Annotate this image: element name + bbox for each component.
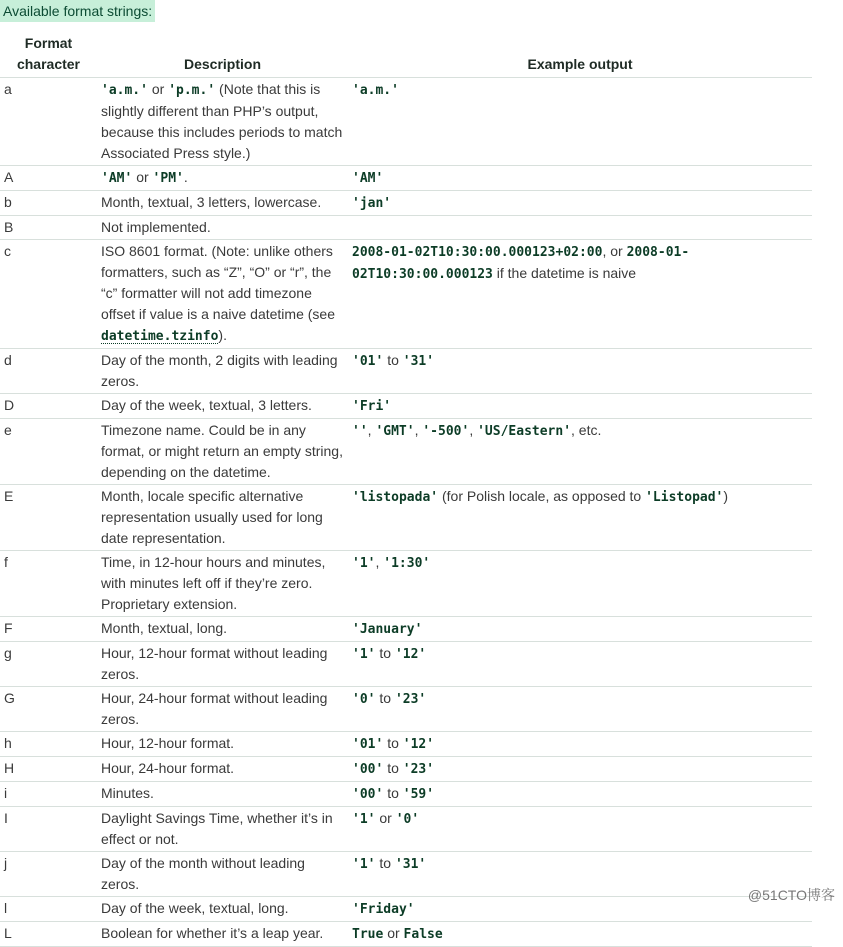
code-literal: '0'	[395, 812, 420, 827]
example-output-cell	[348, 394, 812, 419]
text-segment: Month, textual, long.	[101, 620, 228, 636]
text-segment: to	[375, 645, 395, 661]
code-literal: False	[403, 927, 443, 942]
table-row	[0, 216, 812, 240]
code-literal: '1'	[352, 857, 376, 872]
text-segment: Month, textual, 3 letters, lowercase.	[101, 194, 322, 210]
description-cell	[97, 852, 348, 897]
text-segment: , etc.	[571, 422, 602, 438]
header-format-character: Format character	[0, 33, 97, 78]
description-cell	[97, 617, 348, 642]
intro-text: Available format strings:	[0, 0, 155, 22]
code-literal: '1:30'	[383, 556, 431, 571]
code-literal: True	[352, 927, 384, 942]
example-output-cell	[348, 897, 812, 922]
description-cell	[97, 485, 348, 551]
description-cell	[97, 897, 348, 922]
example-output-cell	[348, 216, 812, 240]
example-output-cell	[348, 807, 812, 852]
example-output-cell	[348, 782, 812, 807]
watermark: @51CTO博客	[747, 887, 835, 903]
format-character: G	[0, 687, 97, 732]
text-segment: to	[383, 352, 403, 368]
code-literal: '1'	[352, 647, 376, 662]
text-segment: or	[375, 810, 396, 826]
description-cell	[97, 166, 348, 191]
text-segment: Day of the month, 2 digits with leading zeros.	[101, 352, 338, 389]
table-row	[0, 551, 812, 617]
text-segment: or	[132, 169, 153, 185]
text-segment: , or	[602, 243, 627, 259]
code-literal: 'PM'	[152, 171, 184, 186]
code-literal: '12'	[402, 737, 435, 752]
code-literal: 'jan'	[352, 196, 392, 211]
example-output-cell	[348, 166, 812, 191]
example-output-cell	[348, 757, 812, 782]
table-row	[0, 687, 812, 732]
text-segment: to	[375, 855, 395, 871]
format-character: H	[0, 757, 97, 782]
example-output-cell	[348, 419, 812, 485]
tzinfo-link[interactable]	[101, 327, 218, 344]
text-segment: Month, locale specific alternative representation usually used for long date representation.	[101, 488, 323, 546]
code-literal: 'AM'	[101, 171, 133, 186]
code-literal: '01'	[352, 737, 384, 752]
text-segment: Boolean for whether it’s a leap year.	[101, 925, 324, 941]
text-segment: Hour, 24-hour format.	[101, 760, 235, 776]
description-cell	[97, 394, 348, 419]
description-cell	[97, 807, 348, 852]
text-segment: (Note that this is slightly different than PHP’s output, because this includes periods to match Associated Press style.)	[101, 81, 343, 161]
text-segment: Day of the week, textual, long.	[101, 900, 289, 916]
text-segment: Hour, 24-hour format without leading zeros.	[101, 690, 328, 727]
description-cell	[97, 757, 348, 782]
code-literal: 'Friday'	[352, 902, 415, 917]
table-row	[0, 757, 812, 782]
format-character: c	[0, 240, 97, 349]
format-character: D	[0, 394, 97, 419]
text-segment: ).	[218, 327, 227, 343]
code-literal: 'Fri'	[352, 399, 392, 414]
code-literal: '23'	[394, 692, 427, 707]
description-cell	[97, 642, 348, 687]
text-segment: ,	[414, 422, 423, 438]
format-character: b	[0, 191, 97, 216]
text-segment: Daylight Savings Time, whether it’s in effect or not.	[101, 810, 333, 847]
table-row	[0, 782, 812, 807]
format-character: L	[0, 922, 97, 947]
format-character: h	[0, 732, 97, 757]
text-segment: Not implemented.	[101, 219, 211, 235]
code-literal: 2008-01-02T10:30:00.000123+02:00	[352, 245, 603, 260]
example-output-cell	[348, 240, 812, 349]
format-character: f	[0, 551, 97, 617]
format-strings-table	[0, 33, 812, 947]
text-segment: ,	[469, 422, 478, 438]
format-character: B	[0, 216, 97, 240]
format-character: d	[0, 349, 97, 394]
example-output-cell	[348, 485, 812, 551]
code-literal: '12'	[394, 647, 427, 662]
format-character: g	[0, 642, 97, 687]
description-cell	[97, 191, 348, 216]
code-literal: 'a.m.'	[352, 83, 399, 98]
text-segment: Day of the month without leading zeros.	[101, 855, 305, 892]
example-output-cell	[348, 349, 812, 394]
table-row	[0, 191, 812, 216]
description-cell	[97, 687, 348, 732]
code-literal: 'Listopad'	[645, 490, 724, 505]
text-segment: if the datetime is naive	[492, 265, 637, 281]
format-character: E	[0, 485, 97, 551]
example-output-cell	[348, 617, 812, 642]
table-row	[0, 642, 812, 687]
table-row	[0, 807, 812, 852]
example-output-cell	[348, 852, 812, 897]
code-literal: 'US/Eastern'	[477, 424, 572, 439]
text-segment: to	[375, 690, 395, 706]
table-row	[0, 166, 812, 191]
example-output-cell	[348, 78, 812, 166]
table-row	[0, 349, 812, 394]
description-cell	[97, 732, 348, 757]
table-row	[0, 485, 812, 551]
header-example-output: Example output	[348, 33, 812, 78]
code-literal: 'January'	[352, 622, 423, 637]
table-row	[0, 897, 812, 922]
text-segment: Hour, 12-hour format.	[101, 735, 235, 751]
example-output-cell	[348, 687, 812, 732]
format-character: a	[0, 78, 97, 166]
text-segment: )	[723, 488, 729, 504]
example-output-cell	[348, 551, 812, 617]
example-output-cell	[348, 732, 812, 757]
text-segment: ,	[375, 554, 384, 570]
table-row	[0, 617, 812, 642]
code-literal: '00'	[352, 787, 384, 802]
example-output-cell	[348, 922, 812, 947]
code-literal: 'AM'	[352, 171, 384, 186]
code-literal: ''	[352, 424, 368, 439]
text-segment: Day of the week, textual, 3 letters.	[101, 397, 312, 413]
text-segment: (for Polish locale, as opposed to	[438, 488, 646, 504]
table-body	[0, 78, 812, 947]
text-segment: .	[183, 169, 188, 185]
code-literal: '31'	[402, 354, 435, 369]
format-character: i	[0, 782, 97, 807]
table-row	[0, 394, 812, 419]
code-literal: '31'	[394, 857, 427, 872]
text-segment: to	[383, 785, 403, 801]
text-segment: ,	[367, 422, 376, 438]
table-row	[0, 419, 812, 485]
table-row	[0, 240, 812, 349]
description-cell	[97, 782, 348, 807]
example-output-cell	[348, 191, 812, 216]
example-output-cell	[348, 642, 812, 687]
code-literal: '00'	[352, 762, 384, 777]
code-literal: '1'	[352, 556, 376, 571]
table-row	[0, 78, 812, 166]
text-segment: Timezone name. Could be in any format, or might return an empty string, depending on the datetime.	[101, 422, 343, 480]
description-cell	[97, 922, 348, 947]
code-literal: '59'	[402, 787, 435, 802]
description-cell	[97, 419, 348, 485]
text-segment: to	[383, 760, 403, 776]
code-literal: 'listopada'	[352, 490, 439, 505]
format-character: j	[0, 852, 97, 897]
format-character: F	[0, 617, 97, 642]
code-literal: '0'	[352, 692, 376, 707]
code-literal: 'p.m.'	[168, 83, 216, 98]
code-literal: 'GMT'	[375, 424, 415, 439]
format-character: I	[0, 807, 97, 852]
description-cell	[97, 78, 348, 166]
text-segment: to	[383, 735, 403, 751]
description-cell	[97, 216, 348, 240]
description-cell	[97, 349, 348, 394]
code-literal: '-500'	[422, 424, 470, 439]
code-literal: datetime.tzinfo	[101, 329, 219, 344]
text-segment: Minutes.	[101, 785, 154, 801]
format-character: e	[0, 419, 97, 485]
code-literal: 'a.m.'	[101, 83, 148, 98]
header-description: Description	[97, 33, 348, 78]
table-row	[0, 732, 812, 757]
code-literal: '1'	[352, 812, 376, 827]
description-cell	[97, 240, 348, 349]
text-segment: Time, in 12-hour hours and minutes, with minutes left off if they’re zero. Proprietary extension.	[101, 554, 326, 612]
code-literal: 2008-01-02T10:30:00.000123	[352, 245, 690, 282]
table-header-row	[0, 33, 812, 78]
code-literal: '01'	[352, 354, 384, 369]
table-row	[0, 922, 812, 947]
table-row	[0, 852, 812, 897]
text-segment: or	[383, 925, 404, 941]
text-segment: or	[147, 81, 169, 97]
text-segment: ISO 8601 format. (Note: unlike others formatters, such as “Z”, “O” or “r”, the “c” formatter will not add timezone offset if value is a naive datetime (see	[101, 243, 335, 322]
code-literal: '23'	[402, 762, 435, 777]
format-character: l	[0, 897, 97, 922]
description-cell	[97, 551, 348, 617]
text-segment: Hour, 12-hour format without leading zeros.	[101, 645, 328, 682]
format-character: A	[0, 166, 97, 191]
